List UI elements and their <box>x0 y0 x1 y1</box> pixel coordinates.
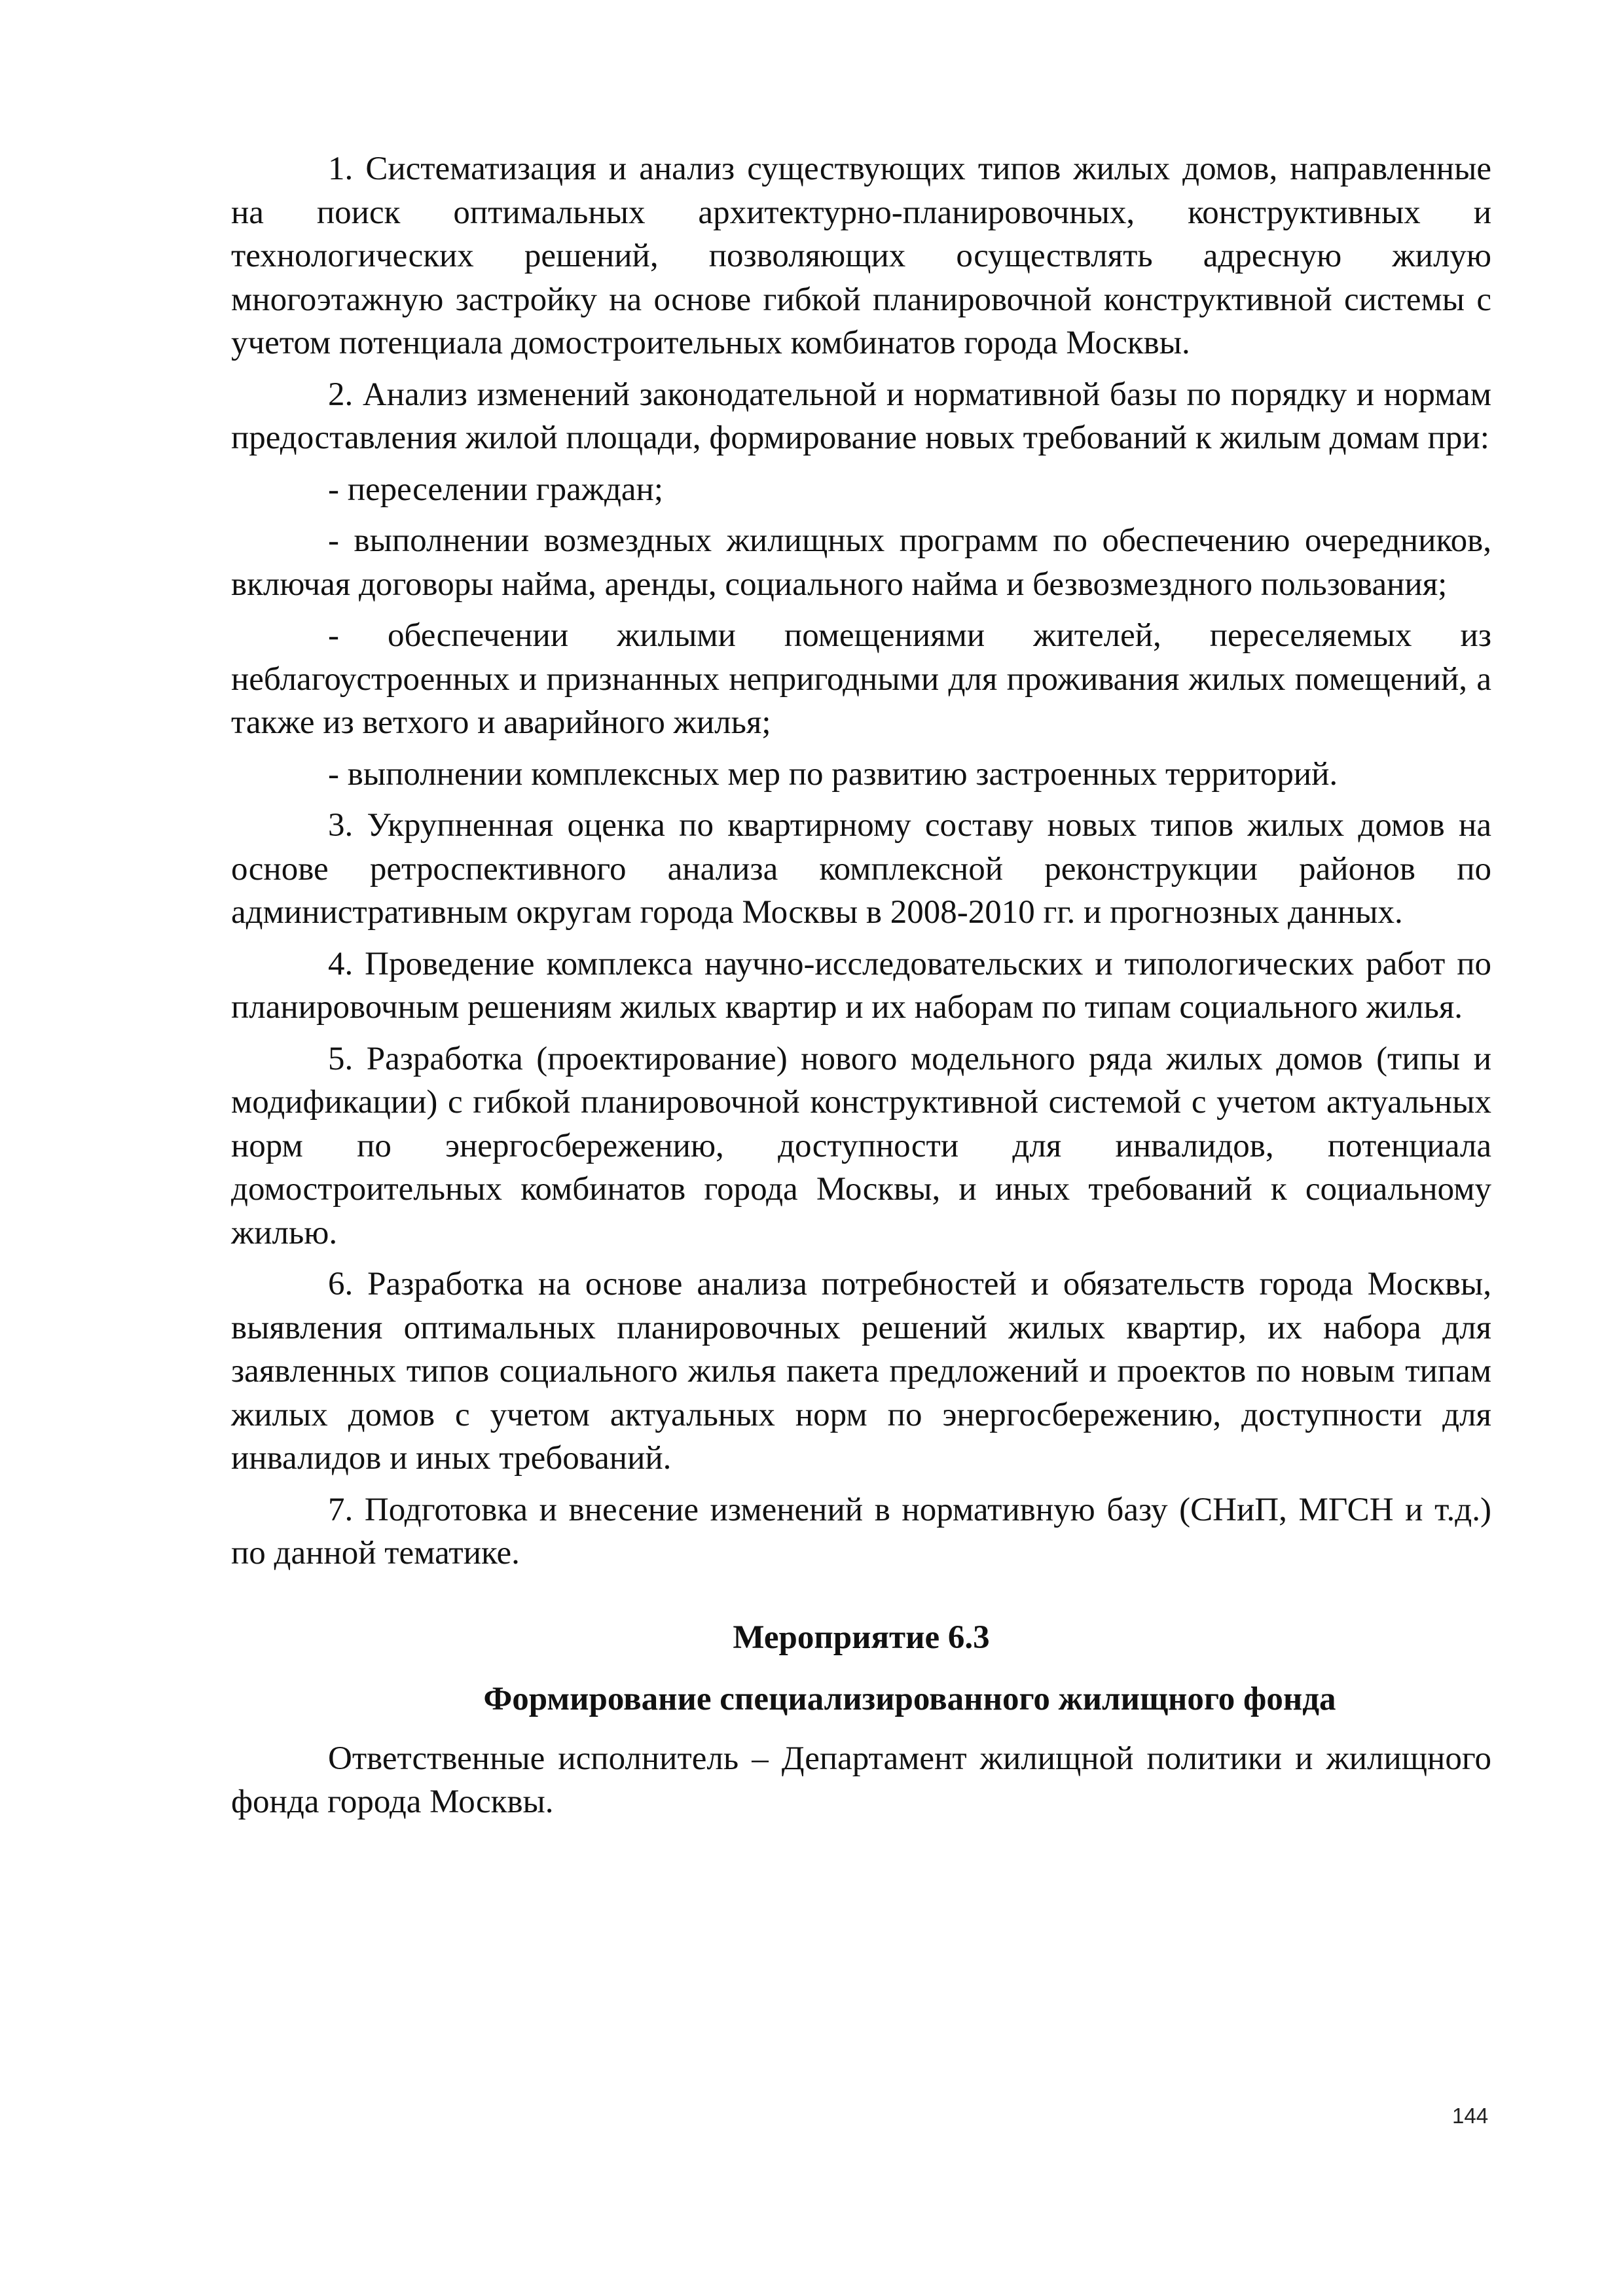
paragraph-6: 6. Разработка на основе анализа потребностей и обязательств города Москвы, выявления оптимальных планировочных решений жилых квартир, их набора для заявленных типов социального жилья пакета предложений и проектов по новым типам жилых домов с учетом актуальных норм по энергосбережению, доступности для инвалидов и иных требований. <box>231 1266 1491 1477</box>
list-item-territory-development: - выполнении комплексных мер по развитию застроенных территорий. <box>328 755 1338 793</box>
paragraph-3: 3. Укрупненная оценка по квартирному составу новых типов жилых домов на основе ретроспективного анализа комплексной реконструкции районов по административным округам города Москвы в 2008-2010 гг. и прогнозных данных. <box>231 807 1491 931</box>
document-page <box>231 147 1491 1824</box>
section-heading: Мероприятие 6.3 <box>733 1619 990 1656</box>
page-number: 144 <box>1452 2104 1489 2128</box>
closing-paragraph: Ответственные исполнитель – Департамент жилищной политики и жилищного фонда города Москвы. <box>231 1740 1491 1820</box>
section-subheading: Формирование специализированного жилищного фонда <box>483 1681 1336 1717</box>
paragraph-2: 2. Анализ изменений законодательной и нормативной базы по порядку и нормам предоставления жилой площади, формирование новых требований к жилым домам при: <box>231 376 1491 456</box>
paragraph-5: 5. Разработка (проектирование) нового модельного ряда жилых домов (типы и модификации) с гибкой планировочной конструктивной системой с учетом актуальных норм по энергосбережению, доступности для инвалидов, потенциала домостроительных комбинатов города Москвы, и иных требований к социальному жилью. <box>231 1040 1491 1251</box>
list-item-housing-programs: - выполнении возмездных жилищных программ по обеспечению очередников, включая договоры найма, аренды, социального найма и безвозмездного пользования; <box>231 522 1491 603</box>
paragraph-1: 1. Систематизация и анализ существующих типов жилых домов, направленные на поиск оптимальных архитектурно-планировочных, конструктивных и технологических решений, позволяющих осуществлять адресную жилую многоэтажную застройку на основе гибкой планировочной конструктивной системы с учетом потенциала домостроительных комбинатов города Москвы. <box>231 151 1491 361</box>
list-item-housing-provision: - обеспечении жилыми помещениями жителей, переселяемых из неблагоустроенных и признанных непригодными для проживания жилых помещений, а также из ветхого и аварийного жилья; <box>231 617 1491 741</box>
list-item-resettlement: - переселении граждан; <box>328 471 664 508</box>
paragraph-4: 4. Проведение комплекса научно-исследовательских и типологических работ по планировочным решениям жилых квартир и их наборам по типам социального жилья. <box>231 945 1491 1026</box>
paragraph-7: 7. Подготовка и внесение изменений в нормативную базу (СНиП, МГСН и т.д.) по данной тематике. <box>231 1491 1491 1571</box>
